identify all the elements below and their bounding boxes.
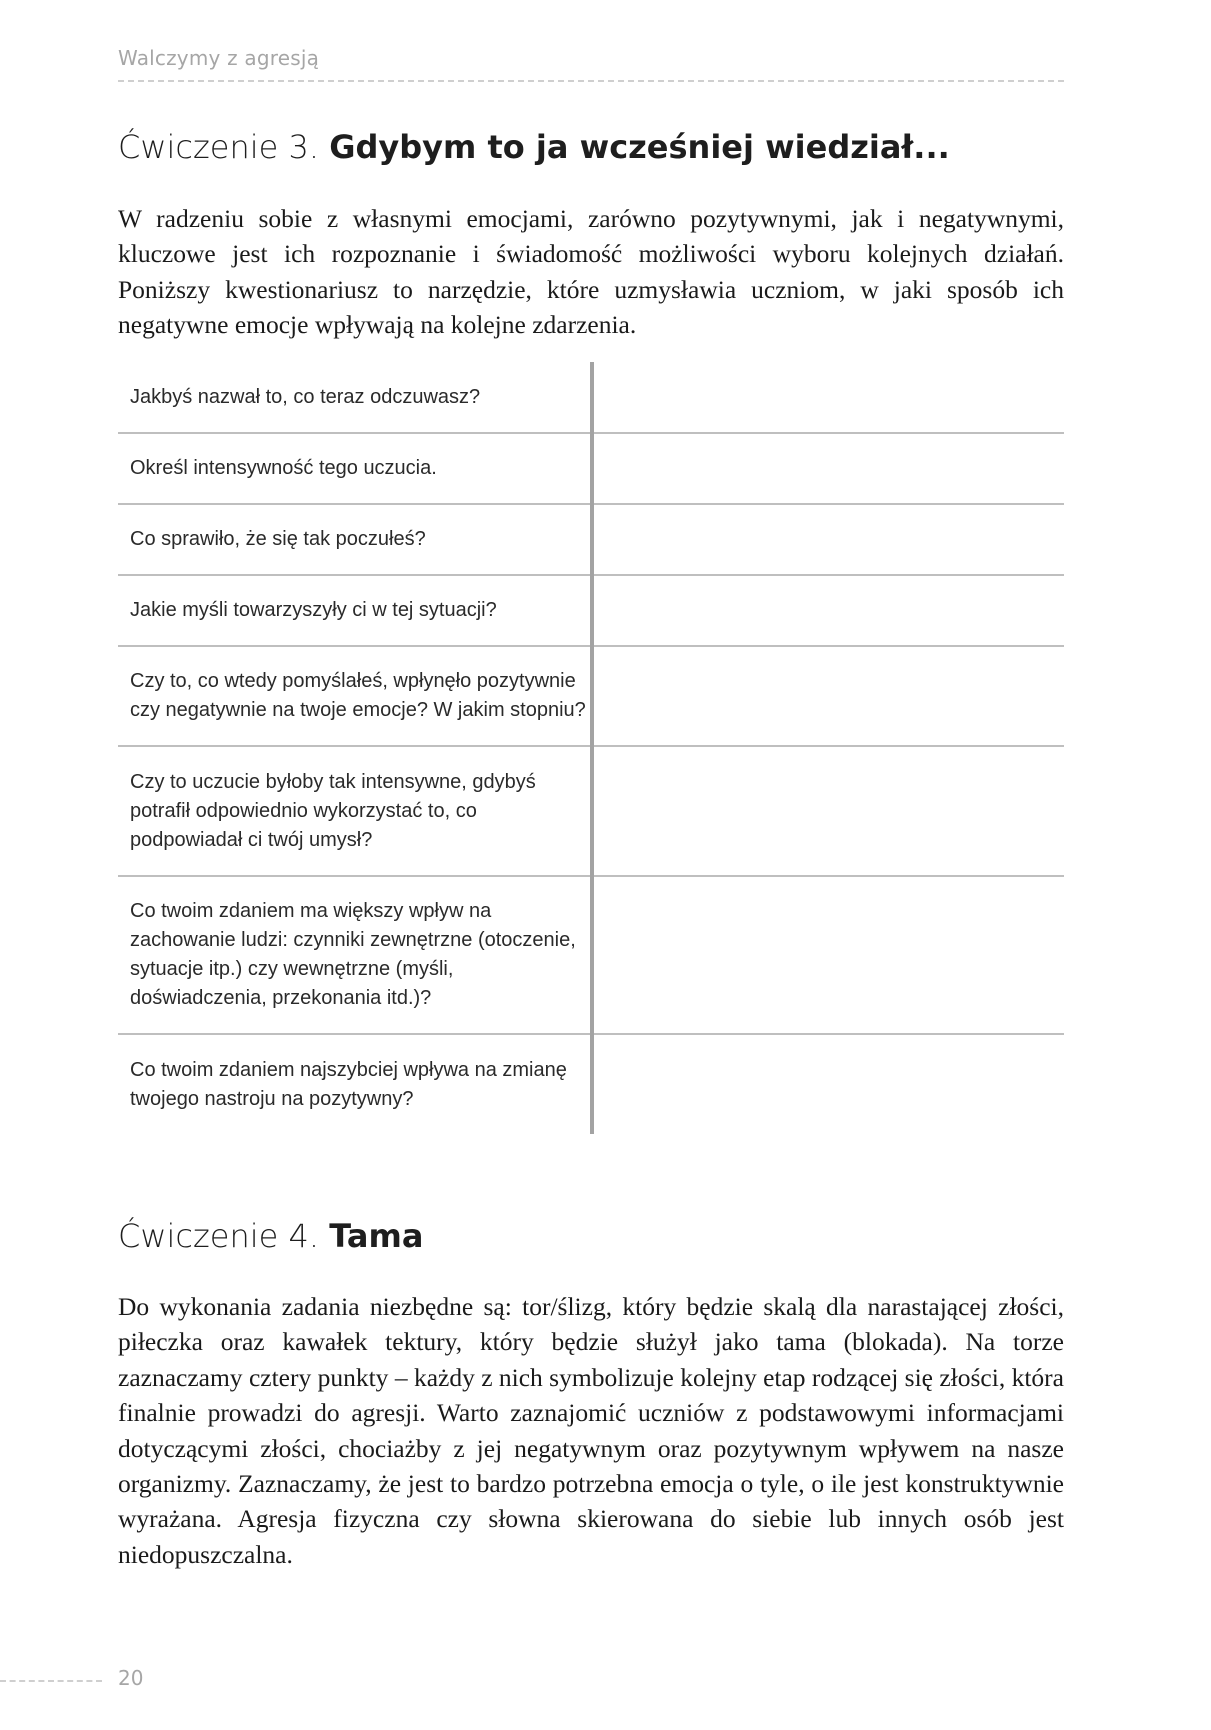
question-cell: Jakbyś nazwał to, co teraz odczuwasz? [118,362,592,433]
exercise-4-number: Ćwiczenie 4. [118,1217,320,1255]
table-row [118,746,1064,876]
answer-cell[interactable] [592,362,1064,433]
question-cell: Czy to, co wtedy pomyślałeś, wpłynęło pozytywnie czy negatywnie na twoje emocje? W jakim stopniu? [118,646,592,746]
exercise-3-heading [118,128,950,166]
page-number: 20 [118,1666,144,1690]
question-cell: Jakie myśli towarzyszyły ci w tej sytuacji? [118,575,592,646]
question-cell: Określ intensywność tego uczucia. [118,433,592,504]
table-row [118,504,1064,575]
exercise-3-title: Gdybym to ja wcześniej wiedział... [329,128,950,166]
table-row [118,575,1064,646]
exercise-4-heading [118,1217,423,1255]
answer-cell[interactable] [592,433,1064,504]
question-cell: Co twoim zdaniem ma większy wpływ na zachowanie ludzi: czynniki zewnętrzne (otoczenie, sytuacje itp.) czy wewnętrzne (myśli, doświadczenia, przekonania itd.)? [118,876,592,1034]
answer-cell[interactable] [592,504,1064,575]
exercise-4-title: Tama [329,1217,424,1255]
question-cell: Co sprawiło, że się tak poczułeś? [118,504,592,575]
answer-cell[interactable] [592,876,1064,1034]
answer-cell[interactable] [592,646,1064,746]
answer-cell[interactable] [592,575,1064,646]
table-row [118,433,1064,504]
exercise-4-body: Do wykonania zadania niezbędne są: tor/ślizg, który będzie skalą dla narastającej złości, piłeczka oraz kawałek tektury, który będzie służył jako tama (blokada). Na torze zaznaczamy cztery punkty – każdy z nich symbolizuje kolejny etap rodzącej się złości, która finalnie prowadzi do agresji. Warto zaznajomić uczniów z podstawowymi informacjami dotyczącymi złości, chociażby z jej negatywnym oraz pozytywnym wpływem na nasze organizmy. Zaznaczamy, że jest to bardzo potrzebna emocja o tyle, o ile jest konstruktywnie wyrażana. Agresja fizyczna czy słowna skierowana do siebie lub innych osób jest niedopuszczalna. [118,1292,1064,1569]
questionnaire-table [118,362,1064,1134]
header-divider [118,80,1064,82]
running-head: Walczymy z agresją [118,46,320,70]
answer-cell[interactable] [592,746,1064,876]
answer-cell[interactable] [592,1034,1064,1134]
exercise-3-intro: W radzeniu sobie z własnymi emocjami, zarówno pozytywnymi, jak i negatywnymi, kluczowe jest ich rozpoznanie i świadomość możliwości wyboru kolejnych działań. Poniższy kwestionariusz to narzędzie, które uzmysławia uczniom, w jaki sposób ich negatywne emocje wpływają na kolejne zdarzenia. [118,204,1064,340]
question-cell: Czy to uczucie byłoby tak intensywne, gdybyś potrafił odpowiednio wykorzystać to, co podpowiadał ci twój umysł? [118,746,592,876]
table-row [118,1034,1064,1134]
table-row [118,646,1064,746]
footer-divider [0,1680,102,1682]
question-cell: Co twoim zdaniem najszybciej wpływa na zmianę twojego nastroju na pozytywny? [130,1058,567,1110]
table-row [118,876,1064,1034]
exercise-3-number: Ćwiczenie 3. [118,128,320,166]
table-row [118,362,1064,433]
